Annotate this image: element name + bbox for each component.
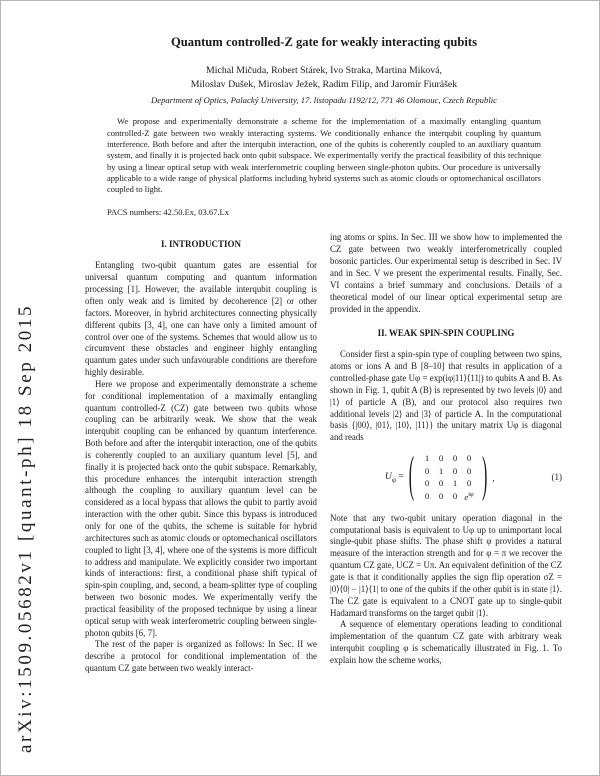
matrix-cell: 1 bbox=[438, 465, 444, 476]
matrix-cell: 1 bbox=[424, 453, 430, 464]
exp-superscript: iφ bbox=[468, 491, 474, 499]
matrix-cell: 0 bbox=[466, 478, 472, 489]
equation-1 bbox=[330, 450, 562, 504]
authors bbox=[85, 64, 563, 92]
section-heading-weak-spin-spin-coupling: II. WEAK SPIN-SPIN COUPLING bbox=[377, 328, 515, 339]
matrix-cell: 0 bbox=[466, 453, 472, 464]
right-parenthesis: ) bbox=[482, 450, 488, 504]
matrix-cell: 0 bbox=[438, 478, 444, 489]
left-parenthesis: ( bbox=[408, 450, 415, 504]
paragraph: The rest of the paper is organized as follows: In Sec. II we describe a protocol for conditional implementation of the quantum CZ gate between two weakly interact- bbox=[85, 639, 317, 674]
paragraph: A sequence of elementary operations leading to conditional implementation of the quantum CZ gate with arbitrary weak interqubit coupling φ is schematically illustrated in Fig. 1. To explain how the scheme works, bbox=[330, 619, 562, 665]
paragraph: ing atoms or spins. In Sec. III we show how to implemented the CZ gate between two weakly interferometrically coupled bosonic particles. Our experimental setup is described in Sec. IV and in Sec. V we present the experimental results. Finally, Sec. VI contains a brief summary and conclusions. Details of a theoretical model of our linear optical experimental setup are provided in the appendix. bbox=[330, 232, 562, 314]
paragraph: Entangling two-qubit quantum gates are essential for universal quantum computing and quantum information processing [1]. However, the available interqubit coupling is often only weak and is limited by decoherence [2] or other factors. Moreover, in hybrid architectures connecting physically different qubits [3, 4], one can have only a limited amount of control over one of the systems. Schemes that would allow us to circumvent these obstacles and engineer highly entangling quantum gates under such unfavourable conditions are therefore highly desirable. bbox=[85, 260, 317, 378]
pacs-numbers: PACS numbers: 42.50.Ex, 03.67.Lx bbox=[107, 207, 230, 218]
equation-lhs bbox=[385, 471, 404, 485]
equation-body bbox=[330, 450, 550, 504]
matrix-cell: 0 bbox=[452, 491, 458, 502]
paragraph: Consider first a spin-spin type of coupling between two spins, atoms or ions A and B [8–10] that results in application of a controlled-phase gate Uφ = exp(iφ|11⟩⟨11|) to qubits A and B. As shown in Fig. 1, qubit A (B) is represented by two levels |0⟩ and |1⟩ of particle A (B), and our protocol also requires two additional levels |2⟩ and |3⟩ of particle A. In the computational basis {|00⟩, |01⟩, |10⟩, |11⟩} the unitary matrix Uφ is diagonal and reads bbox=[330, 349, 562, 443]
left-column bbox=[85, 232, 317, 675]
equation-lhs-symbol: U bbox=[384, 471, 392, 483]
equation-lhs-subscript: φ bbox=[391, 476, 396, 485]
right-column bbox=[330, 232, 562, 675]
matrix-cell-exponential bbox=[462, 491, 476, 504]
equation-number: (1) bbox=[551, 472, 562, 483]
matrix-cell: 0 bbox=[424, 478, 430, 489]
authors-line-1: Michal Mičuda, Robert Stárek, Ivo Straka, Martina Miková, bbox=[206, 65, 442, 76]
matrix-cell: 0 bbox=[424, 491, 430, 502]
matrix-cell: 0 bbox=[466, 465, 472, 476]
matrix-cell: 0 bbox=[452, 465, 458, 476]
matrix-cell: 0 bbox=[452, 453, 458, 464]
paragraph: Here we propose and experimentally demonstrate a scheme for conditional implementation of a maximally entangling quantum controlled-Z (CZ) gate between two qubits whose coupling can be arbitrarily weak. We show that the weak interqubit coupling can be enhanced by quantum interference. Both before and after the interqubit interaction, one of the qubits is coherently coupled to an auxiliary quantum level [5], and finally it is projected back onto the qubit subspace. Remarkably, this procedure enhances the interqubit interaction strength although the coupling to auxiliary quantum level can be considered as a local bypass that allows the qubit to partly avoid interaction with the other qubit. Since this bypass is introduced only for one of the qubits, the scheme is suitable for hybrid architectures such as atomic clouds or optomechanical oscillators coupled to light [3, 4], where one of the systems is more difficult to address and manipulate. We explicitly consider two important kinds of interactions: first, a conditional phase shift typical of spin-spin coupling, and, second, a beam-splitter type of coupling between two bosonic modes. We experimentally verify the practical feasibility of the proposed technique by using a linear optical setup with weak interferometric coupling between single-photon qubits [6, 7]. bbox=[85, 378, 317, 638]
authors-line-2: Miloslav Dušek, Miroslav Ježek, Radim Filip, and Jaromír Fiurášek bbox=[190, 79, 458, 91]
paper-title: Quantum controlled-Z gate for weakly interacting qubits bbox=[171, 35, 477, 49]
two-column-body bbox=[85, 232, 563, 675]
unitary-matrix bbox=[420, 453, 476, 504]
paragraph: Note that any two-qubit unitary operation diagonal in the computational basis is equivalent to Uφ up to unimportant local single-qubit phase shifts. The phase shift φ provides a natural measure of the interaction strength and for φ = π we recover the quantum CZ gate, UCZ = Uπ. An equivalent definition of the CZ gate is that it conditionally applies the sign flip operation σZ = |0⟩⟨0| − |1⟩⟨1| to one of the qubits if the other qubit is in state |1⟩. The CZ gate is equivalent to a CNOT gate up to single-qubit Hadamard transforms on the target qubit |1⟩. bbox=[330, 512, 562, 618]
matrix-cell: 0 bbox=[438, 453, 444, 464]
affiliation: Department of Optics, Palacký University, 17. listopadu 1192/12, 771 46 Olomouc, Czech Republic bbox=[150, 95, 498, 106]
matrix-cell: 0 bbox=[424, 465, 430, 476]
paper-content bbox=[85, 25, 563, 675]
abstract-text: We propose and experimentally demonstrate a scheme for the implementation of a maximally entangling quantum controlled-Z gate between two weakly interacting systems. We conditionally enhance the interqubit coupling by quantum interference. Both before and after the interqubit interaction, one of the qubits is coherently coupled to an auxiliary quantum system, and finally it is projected back onto qubit subspace. We experimentally verify the practical feasibility of this technique by using a linear optical setup with weak interferometric coupling between single-photon qubits. Our procedure is universally applicable to a wide range of physical platforms including hybrid systems such as atomic clouds or optomechanical oscillators coupled to light. bbox=[107, 116, 541, 195]
exp-base: e bbox=[464, 492, 469, 503]
equals-sign: = bbox=[398, 471, 404, 483]
section-heading-introduction: I. INTRODUCTION bbox=[160, 239, 241, 250]
equation-comma: , bbox=[492, 472, 495, 483]
arxiv-stamp: arXiv:1509.05682v1 [quant-ph] 18 Sep 2015 bbox=[15, 303, 36, 753]
matrix-cell: 0 bbox=[438, 491, 444, 502]
matrix-cell: 1 bbox=[452, 478, 458, 489]
